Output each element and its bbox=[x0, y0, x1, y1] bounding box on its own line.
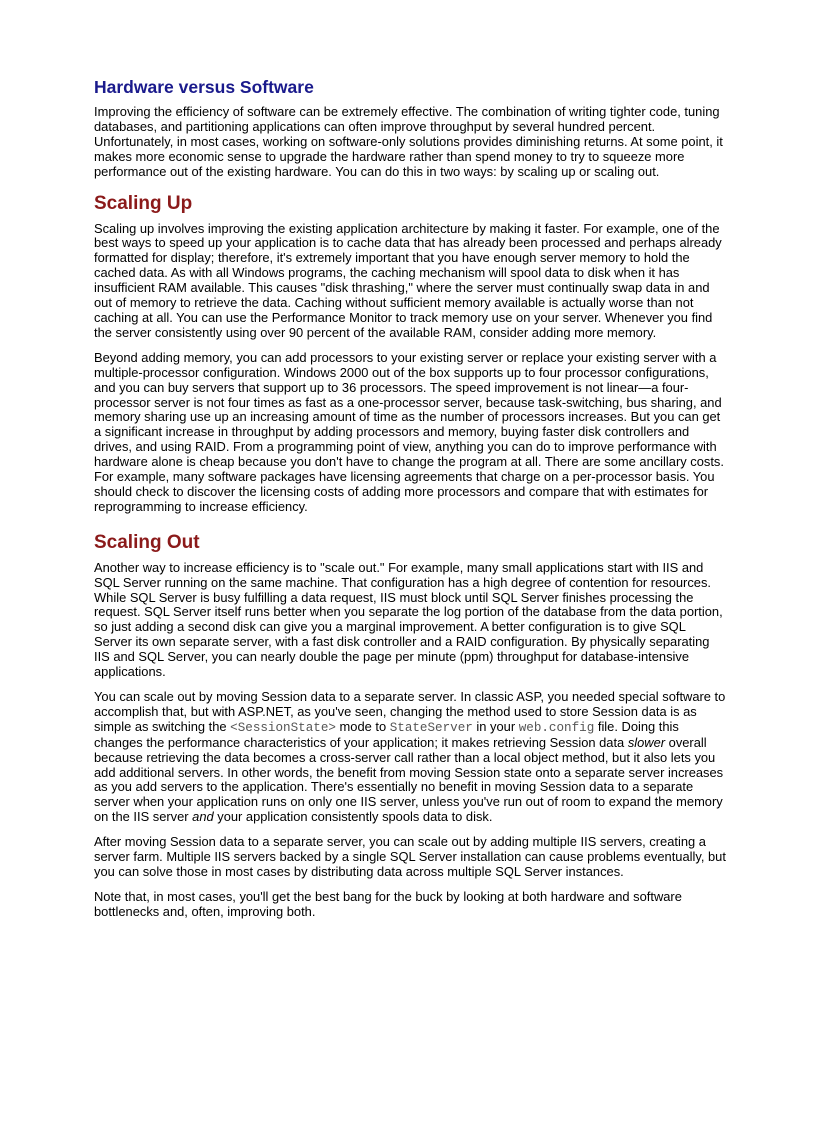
text-run: file. Doing this changes the performance characteristics of your application; it makes retrieving Session data bbox=[94, 718, 679, 750]
section-scaling-up bbox=[94, 192, 726, 515]
paragraph: Beyond adding memory, you can add processors to your existing server or replace your existing server with a multiple-processor configuration. Windows 2000 out of the box supports up to four processor configurations, and you can buy servers that support up to 36 processors. The speed improvement is not linear—a four-processor server is not four times as fast as a one-processor server, because task-switching, bus sharing, and memory sharing use up an increasing amount of time as the number of processors increases. But you can get a significant increase in throughput by adding processors and memory, buying faster disk controllers and drives, and using RAID. From a programming point of view, anything you can do to improve performance with hardware alone is cheap because you don't have to change the program at all. There are some ancillary costs. For example, many software packages have licensing agreements that charge on a per-processor basis. You should check to discover the licensing costs of adding more processors and compare that with estimates for reprogramming to increase efficiency. bbox=[94, 349, 724, 514]
text-run: overall because retrieving the data becomes a cross-server call rather than a local object method, but it also lets you add additional servers. In other words, the benefit from moving Session state onto a separate server increases as you add servers to the application. There's essentially no benefit in moving Session data to a separate server when your application runs on only one IIS server, unless you've run out of room to expand the memory on the IIS server bbox=[94, 734, 724, 825]
paragraph: Another way to increase efficiency is to "scale out." For example, many small applications start with IIS and SQL Server running on the same machine. That configuration has a high degree of contention for resources. While SQL Server is busy fulfilling a data request, IIS must block until SQL Server finishes processing the request. SQL Server itself runs better when you separate the log portion of the database from the data portion, so just adding a second disk can give you a marginal improvement. A better configuration is to give SQL Server its own separate server, with a fast disk controller and a RAID configuration. By physically separating IIS and SQL Server, you can nearly double the page per minute (ppm) throughput for database-intensive applications. bbox=[94, 559, 723, 680]
emphasis-and: and bbox=[192, 809, 214, 825]
heading-scaling-up: Scaling Up bbox=[94, 192, 193, 214]
section-scaling-out bbox=[94, 531, 726, 920]
code-state-server: StateServer bbox=[389, 720, 473, 735]
document-page bbox=[94, 76, 726, 936]
text-run: in your bbox=[472, 718, 519, 734]
paragraph: Scaling up involves improving the existing application architecture by making it faster. For example, one of the best ways to speed up your application is to cache data that has already been processed and perhaps already formatted for display; therefore, it's extremely important that you have enough server memory to hold the cached data. As with all Windows programs, the caching mechanism will spool data to disk when it has insufficient RAM available. This causes "disk thrashing," where the server must continually swap data in and out of memory to retrieve the data. Caching without sufficient memory available is actually worse than not caching at all. You can use the Performance Monitor to track memory use on your server. Whenever you find the server consistently using over 90 percent of the available RAM, consider adding more memory. bbox=[94, 220, 722, 340]
paragraph: Note that, in most cases, you'll get the best bang for the buck by looking at both hardware and software bottlenecks and, often, improving both. bbox=[94, 888, 682, 919]
section-hardware-versus-software bbox=[94, 76, 726, 180]
paragraph: Improving the efficiency of software can be extremely effective. The combination of writing tighter code, tuning databases, and partitioning applications can often improve throughput by several hundred percent. Unfortunately, in most cases, working on software-only solutions provides diminishing returns. At some point, it makes more economic sense to upgrade the hardware rather than spend money to try to squeeze more performance out of the existing hardware. You can do this in two ways: by scaling up or scaling out. bbox=[94, 104, 723, 179]
text-run: mode to bbox=[335, 718, 390, 734]
code-web-config: web.config bbox=[518, 720, 595, 735]
text-run: your application consistently spools data to disk. bbox=[213, 809, 493, 825]
paragraph: After moving Session data to a separate server, you can scale out by adding multiple IIS servers, creating a server farm. Multiple IIS servers backed by a single SQL Server installation can cause problems eventually, but you can solve those in most cases by distributing data across multiple SQL Server instances. bbox=[94, 834, 726, 879]
code-session-state: <SessionState> bbox=[230, 720, 336, 735]
emphasis-slower: slower bbox=[627, 734, 666, 750]
heading-hardware-versus-software: Hardware versus Software bbox=[94, 77, 314, 97]
text-run: You can scale out by moving Session data to a separate server. In classic ASP, you needed special software to accomplish that, but with ASP.NET, as you've seen, changing the method used to store Session data is as simple as switching the bbox=[94, 689, 726, 734]
heading-scaling-out: Scaling Out bbox=[94, 531, 200, 553]
paragraph-session-state bbox=[94, 690, 726, 825]
